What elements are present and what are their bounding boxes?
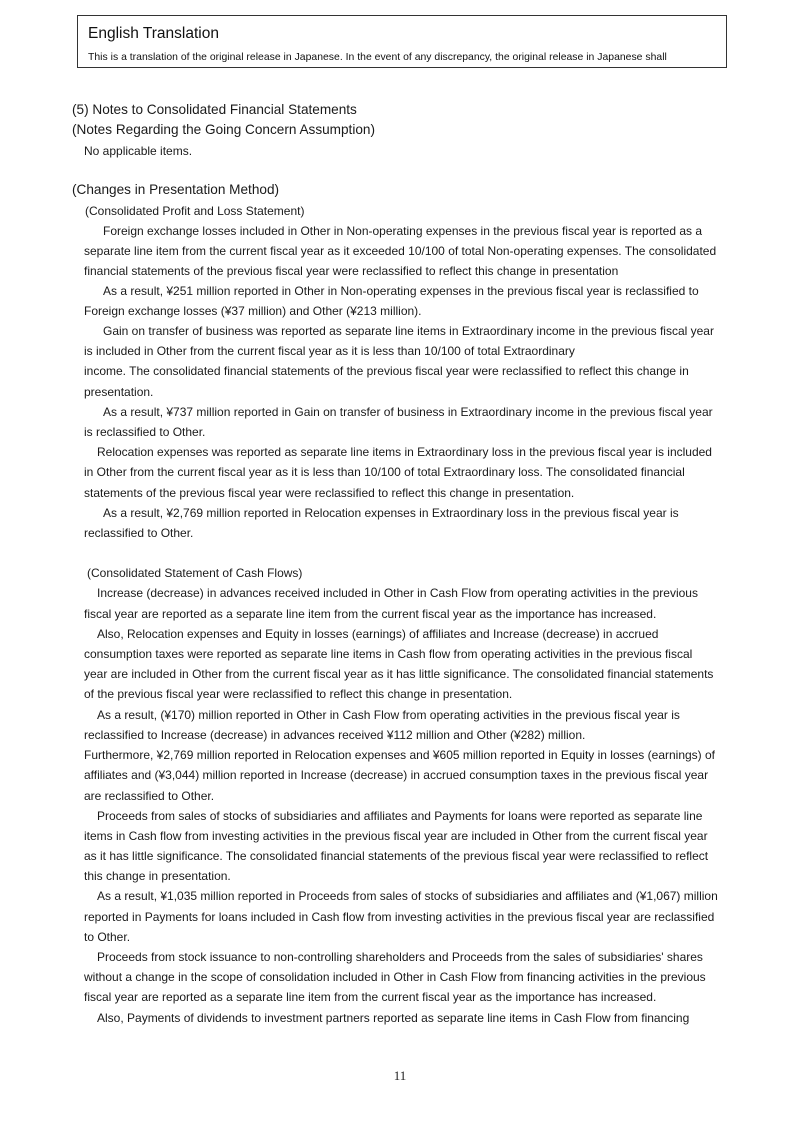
text-line: this change in presentation. xyxy=(84,869,231,883)
text-line: reclassified to Other. xyxy=(84,526,194,540)
text-line: Relocation expenses was reported as separate line items in Extraordinary loss in the previous fiscal year is included xyxy=(97,445,712,459)
translation-disclaimer: This is a translation of the original release in Japanese. In the event of any discrepancy, the original release in Japanese shall xyxy=(88,52,667,63)
text-line: is reclassified to Other. xyxy=(84,425,206,439)
text-line: fiscal year are reported as a separate line item from the current fiscal year as the importance has increased. xyxy=(84,607,657,621)
text-line: statements of the previous fiscal year were reclassified to reflect this change in presentation. xyxy=(84,486,575,500)
translation-title: English Translation xyxy=(88,25,219,42)
text-line: reclassified to Increase (decrease) in advances received ¥112 million and Other (¥282) million. xyxy=(84,728,586,742)
text-line: income. The consolidated financial statements of the previous fiscal year were reclassified to reflect this change in xyxy=(84,364,689,378)
text-line: reported in Payments for loans included in Cash flow from investing activities in the previous fiscal year are reclassified xyxy=(84,910,715,924)
text-line: Also, Relocation expenses and Equity in losses (earnings) of affiliates and Increase (decrease) in accrued xyxy=(97,627,659,641)
section-heading: (Changes in Presentation Method) xyxy=(72,182,280,197)
text-line: Increase (decrease) in advances received included in Other in Cash Flow from operating activities in the previous xyxy=(97,586,698,600)
text-line: consumption taxes were reported as separate line items in Cash flow from operating activities in the previous fiscal xyxy=(84,647,693,661)
text-line: Foreign exchange losses (¥37 million) and Other (¥213 million). xyxy=(84,304,422,318)
text-line: fiscal year are reported as a separate line item from the current fiscal year as the importance has increased. xyxy=(84,990,657,1004)
text-line: in Other from the current fiscal year as it is less than 10/100 of total Extraordinary loss. The consolidated financial xyxy=(84,465,685,479)
text-line: No applicable items. xyxy=(84,144,193,158)
text-line: without a change in the scope of consolidation included in Other in Cash Flow from financing activities in the previous xyxy=(84,970,706,984)
text-line: is included in Other from the current fiscal year as it is less than 10/100 of total Extraordinary xyxy=(84,344,575,358)
text-line: presentation. xyxy=(84,385,154,399)
translation-notice-box xyxy=(77,15,727,68)
text-line: Also, Payments of dividends to investment partners reported as separate line items in Cash Flow from financing xyxy=(97,1011,690,1025)
text-line: are reclassified to Other. xyxy=(84,789,215,803)
text-line: separate line item from the current fiscal year as it exceeded 10/100 of total Non-operating expenses. The consolidated xyxy=(84,244,717,258)
text-line: As a result, ¥2,769 million reported in Relocation expenses in Extraordinary loss in the previous fiscal year is xyxy=(103,506,679,520)
text-line: As a result, ¥737 million reported in Gain on transfer of business in Extraordinary income in the previous fiscal year xyxy=(103,405,713,419)
text-line: items in Cash flow from investing activities in the previous fiscal year are included in Other from the current fiscal year xyxy=(84,829,708,843)
text-line: to Other. xyxy=(84,930,131,944)
text-line: Furthermore, ¥2,769 million reported in Relocation expenses and ¥605 million reported in Equity in losses (earnings) of xyxy=(84,748,716,762)
text-line: Proceeds from sales of stocks of subsidiaries and affiliates and Payments for loans were reported as separate line xyxy=(97,809,703,823)
text-line: affiliates and (¥3,044) million reported in Increase (decrease) in accrued consumption taxes in the previous fiscal year xyxy=(84,768,709,782)
text-line: As a result, ¥1,035 million reported in Proceeds from sales of stocks of subsidiaries and affiliates and (¥1,067) million xyxy=(97,889,718,903)
text-line: Proceeds from stock issuance to non-controlling shareholders and Proceeds from the sales of subsidiaries' shares xyxy=(97,950,703,964)
section-heading: (Notes Regarding the Going Concern Assumption) xyxy=(72,122,375,137)
text-line: financial statements of the previous fiscal year were reclassified to reflect this change in presentation xyxy=(84,264,619,278)
page-number: 11 xyxy=(393,1068,407,1083)
text-line: As a result, ¥251 million reported in Other in Non-operating expenses in the previous fiscal year is reclassified to xyxy=(103,284,699,298)
text-line: year are included in Other from the current fiscal year as it has little significance. The consolidated financial statements xyxy=(84,667,714,681)
text-line: (Consolidated Statement of Cash Flows) xyxy=(87,566,303,580)
text-line: as it has little significance. The consolidated financial statements of the previous fiscal year were reclassified to reflect xyxy=(84,849,709,863)
text-line: (Consolidated Profit and Loss Statement) xyxy=(85,204,305,218)
text-line: of the previous fiscal year were reclassified to reflect this change in presentation. xyxy=(84,687,513,701)
text-line: As a result, (¥170) million reported in Other in Cash Flow from operating activities in the previous fiscal year is xyxy=(97,708,680,722)
text-line: Foreign exchange losses included in Other in Non-operating expenses in the previous fiscal year is reported as a xyxy=(103,224,703,238)
section-heading: (5) Notes to Consolidated Financial Statements xyxy=(72,102,357,117)
text-line: Gain on transfer of business was reported as separate line items in Extraordinary income in the previous fiscal year xyxy=(103,324,714,338)
